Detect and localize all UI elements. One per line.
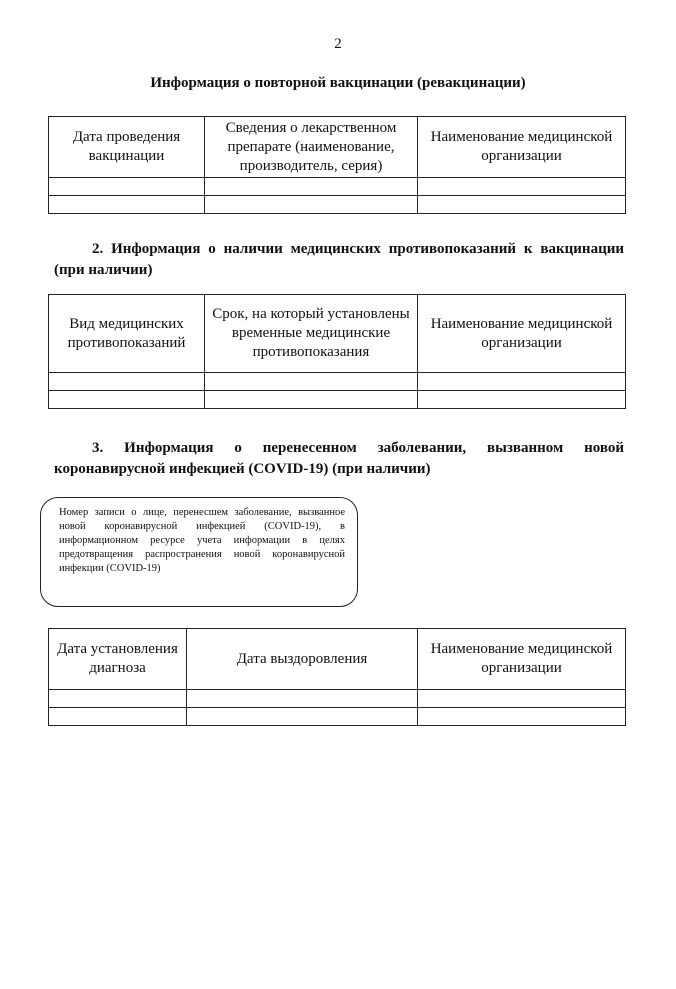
table-cell[interactable] [418,690,626,708]
table-cell[interactable] [49,690,187,708]
table-cell[interactable] [418,196,626,214]
table-row [49,690,626,708]
column-header: Наименование медицинской организации [418,117,626,178]
page-number: 2 [334,36,342,52]
column-header: Наименование медицинской организации [418,295,626,373]
column-header: Дата проведения вакцинации [49,117,205,178]
column-header: Наименование медицинской организации [418,629,626,690]
column-header: Дата выздоровления [187,629,418,690]
table-row [49,373,626,391]
covid-illness-table [48,628,626,726]
table-cell[interactable] [49,373,205,391]
table-cell[interactable] [49,178,205,196]
table-cell[interactable] [418,708,626,726]
table-cell[interactable] [49,708,187,726]
table-cell[interactable] [205,196,418,214]
table-cell[interactable] [205,373,418,391]
table-cell[interactable] [187,690,418,708]
table-header-row [49,629,626,690]
table-cell[interactable] [418,391,626,409]
table-cell[interactable] [187,708,418,726]
section1-title: Информация о повторной вакцинации (ревакцинации) [150,75,526,91]
section2-title: 2. Информация о наличии медицинских противопоказаний к вакцинации (при наличии) [54,241,624,278]
table-cell[interactable] [49,196,205,214]
table-row [49,196,626,214]
contraindications-table [48,294,626,409]
covid-record-number-label: Номер записи о лице, перенесшем заболевание, вызванное новой коронавирусной инфекцией (COVID-19), в информационном ресурсе учета информации в целях предотвращения распространения новой коронавирусной инфекции (COVID-19) [59,507,345,574]
table-row [49,391,626,409]
table-row [49,708,626,726]
table-cell[interactable] [418,178,626,196]
revaccination-table [48,116,626,214]
table-cell[interactable] [205,391,418,409]
covid-record-number-field[interactable] [40,497,358,607]
column-header: Дата установления диагноза [49,629,187,690]
column-header: Вид медицинских противопоказаний [49,295,205,373]
column-header: Сведения о лекарственном препарате (наименование, производитель, серия) [205,117,418,178]
table-header-row [49,295,626,373]
table-cell[interactable] [49,391,205,409]
table-row [49,178,626,196]
table-cell[interactable] [418,373,626,391]
table-cell[interactable] [205,178,418,196]
table-header-row [49,117,626,178]
column-header: Срок, на который установлены временные медицинские противопоказания [205,295,418,373]
section3-title: 3. Информация о перенесенном заболевании, вызванном новой коронавирусной инфекцией (COVID-19) (при наличии) [54,440,624,477]
